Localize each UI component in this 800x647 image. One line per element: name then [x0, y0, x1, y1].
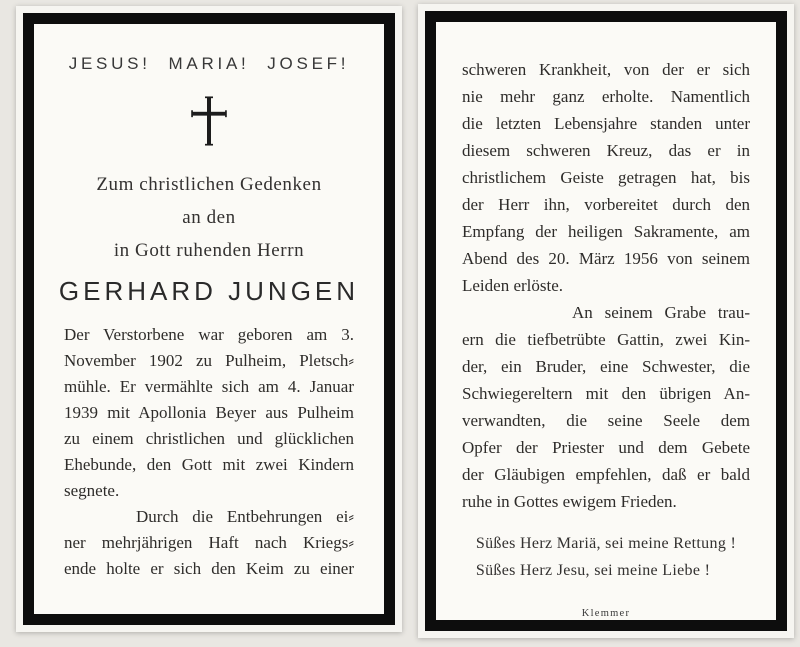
prayer-block: [436, 530, 776, 584]
body-paragraph: [64, 504, 354, 582]
body-line: ende holte er sich den Keim zu einer: [64, 559, 354, 578]
body-line: 1939 mit Apollonia Beyer aus Pulheim: [64, 403, 354, 422]
prayer-line: Süßes Herz Mariä, sei meine Rettung !: [475, 535, 737, 552]
body-paragraph: [462, 299, 750, 515]
body-paragraph: [64, 322, 354, 504]
body-line: nie mehr ganz erholte. Namentlich: [462, 87, 750, 106]
body-line: ern die tiefbetrübte Gattin, zwei Kin-: [462, 330, 750, 349]
body-line: zu einem christlichen und glücklichen: [64, 429, 354, 448]
body-line: ner mehrjährigen Haft nach Kriegs⸗: [64, 533, 354, 552]
body-paragraph: [462, 56, 750, 299]
body-line: die letzten Lebensjahre standen unter: [462, 114, 750, 133]
body-line: Der Verstorbene war geboren am 3.: [64, 325, 354, 344]
body-line: mühle. Er vermählte sich am 4. Januar: [64, 377, 354, 396]
body-line: An seinem Grabe trau-: [572, 303, 750, 322]
body-line: Ehebunde, den Gott mit zwei Kindern: [64, 455, 354, 474]
latin-cross-icon: [186, 92, 232, 150]
body-line: christlichem Geiste getragen hat, bis: [462, 168, 750, 187]
deceased-name: GERHARD JUNGEN: [58, 276, 360, 306]
body-line: segnete.: [64, 481, 120, 500]
body-line: Durch die Entbehrungen ei⸗: [136, 507, 354, 526]
body-line: der Herr ihn, vorbereitet durch den: [462, 195, 750, 214]
dedication-line: an den: [182, 207, 236, 228]
prayer-line: Süßes Herz Jesu, sei meine Liebe !: [475, 562, 711, 579]
right-body-text: [462, 56, 750, 515]
card-page-right: [418, 4, 794, 638]
body-line: Opfer der Priester und dem Gebete: [462, 438, 750, 457]
page-frame: [425, 11, 787, 631]
body-line: ruhe in Gottes ewigem Frieden.: [462, 492, 677, 511]
body-line: Empfang der heiligen Sakramente, am: [462, 222, 750, 241]
dedication-block: [96, 168, 321, 267]
prayer-lines: [476, 530, 736, 584]
body-line: Schwiegereltern mit den übrigen An-: [462, 384, 750, 403]
printer-mark: Klemmer: [581, 608, 631, 619]
dedication-line: in Gott ruhenden Herrn: [113, 240, 305, 261]
left-body-text: [64, 322, 354, 582]
body-line: Leiden erlöste.: [462, 276, 564, 295]
body-line: schweren Krankheit, von der er sich: [462, 60, 750, 79]
body-line: der, ein Bruder, eine Schwester, die: [462, 357, 750, 376]
body-line: der Gläubigen empfehlen, daß er bald: [462, 465, 750, 484]
body-line: verwandten, die seine Seele dem: [462, 411, 750, 430]
card-page-left: [16, 6, 402, 632]
dedication-line: Zum christlichen Gedenken: [96, 174, 322, 195]
page-frame: [23, 13, 395, 625]
body-line: Abend des 20. März 1956 von seinem: [462, 249, 750, 268]
body-line: November 1902 zu Pulheim, Pletsch⸗: [64, 351, 354, 370]
invocation-text: JESUS! MARIA! JOSEF!: [68, 54, 350, 73]
body-line: diesem schweren Kreuz, das er in: [462, 141, 750, 160]
cross-wrap: [186, 90, 232, 152]
